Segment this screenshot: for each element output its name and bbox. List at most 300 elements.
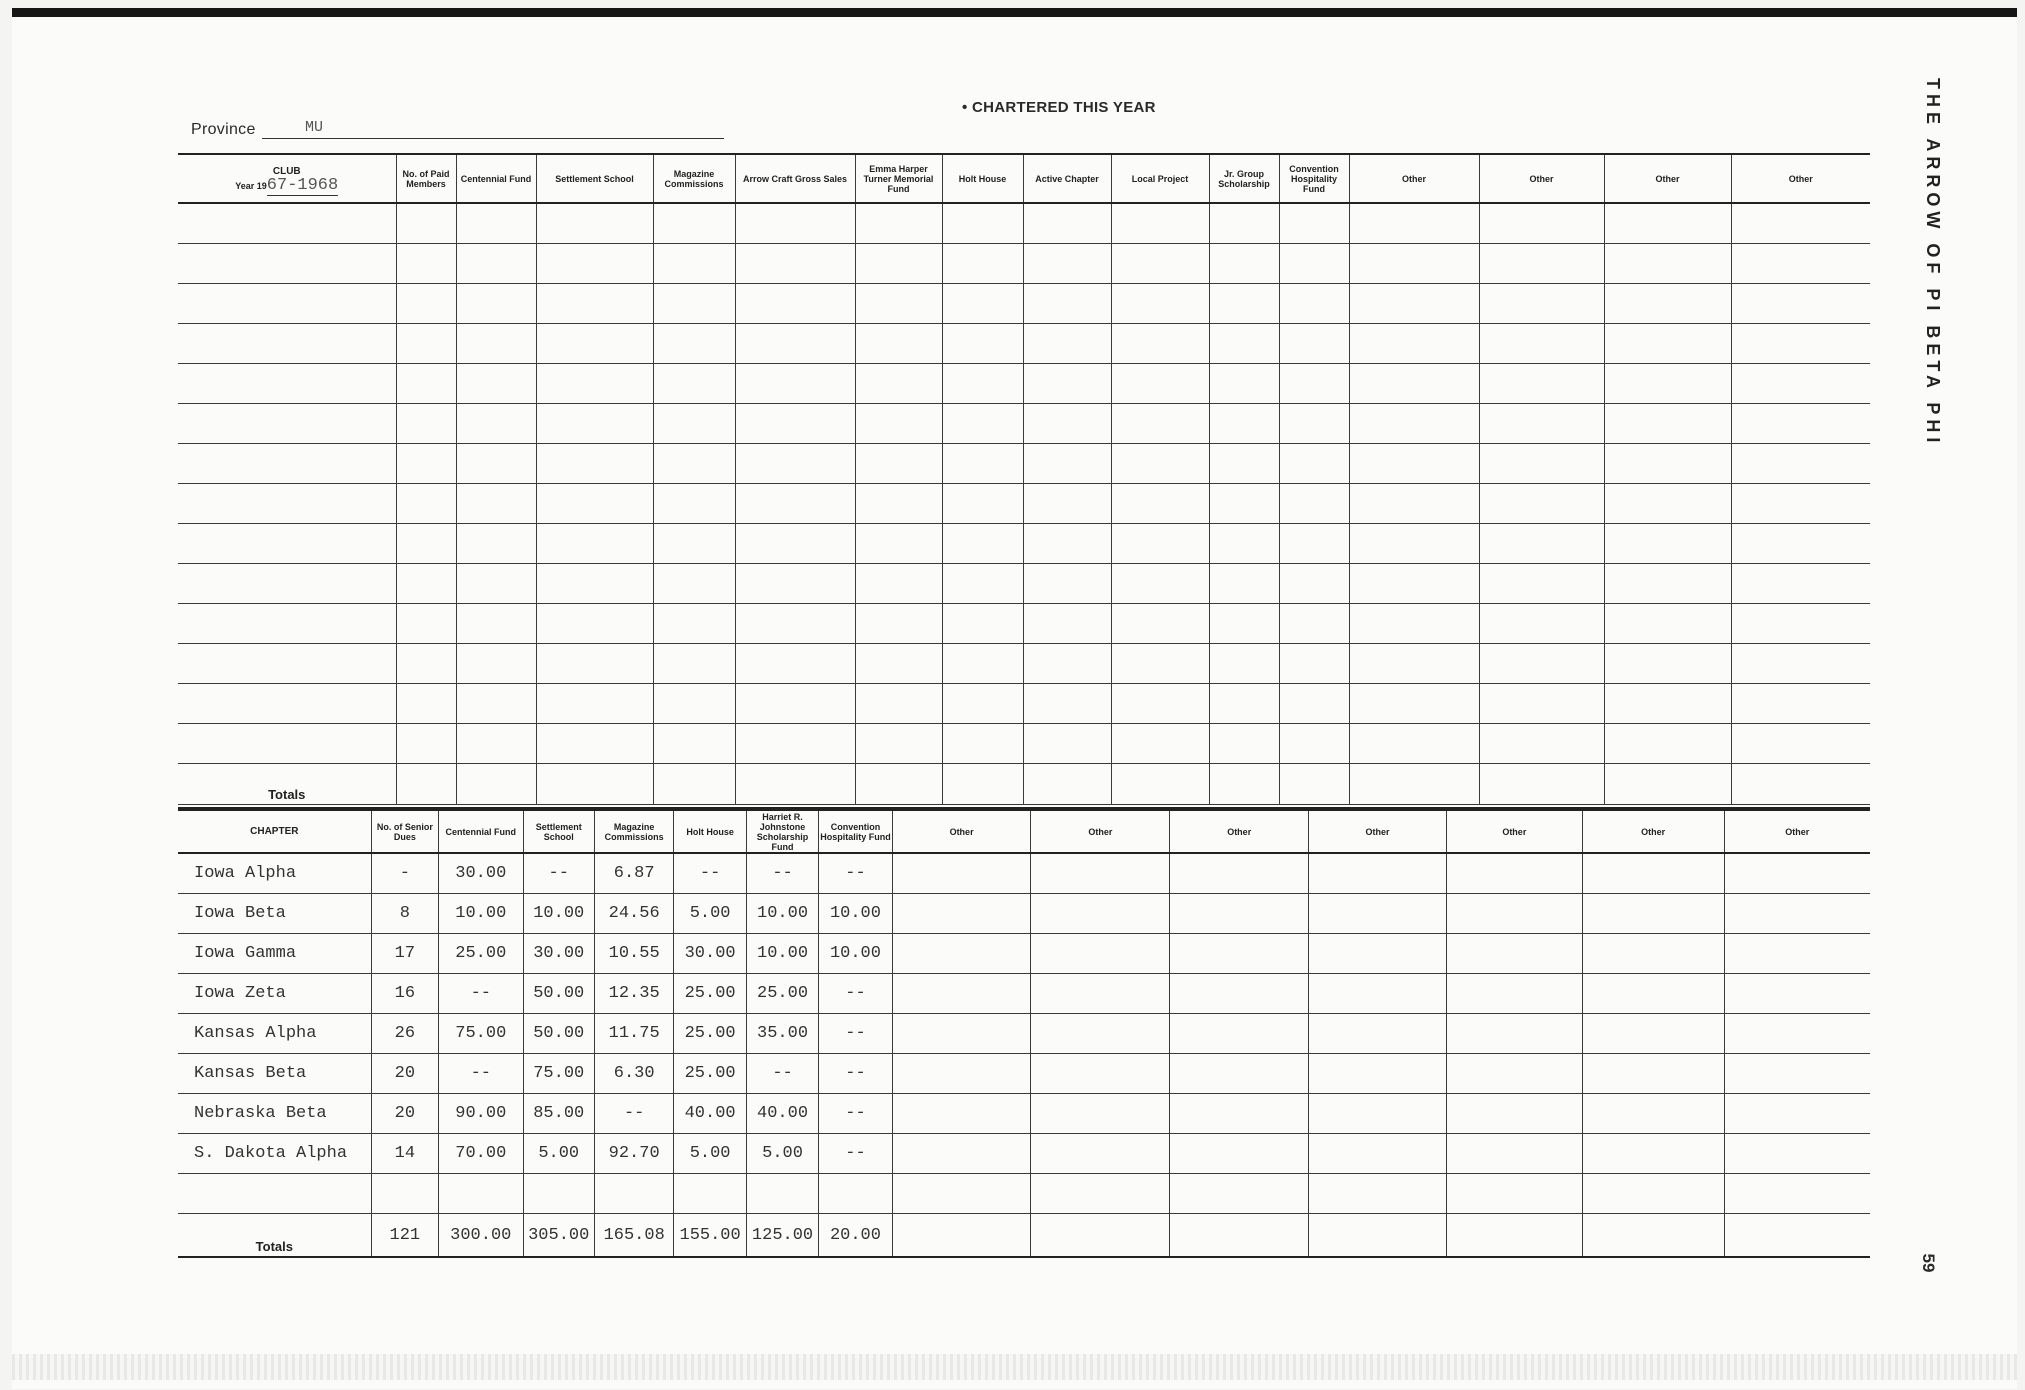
- chapter-other-cell: [1724, 1054, 1870, 1094]
- chapter-other-cell: [1582, 974, 1724, 1014]
- club-cell: [396, 484, 456, 524]
- club-cell: [1209, 604, 1279, 644]
- chapter-other-cell: [892, 1214, 1031, 1258]
- club-cell: [1209, 644, 1279, 684]
- club-cell: [1111, 284, 1209, 324]
- club-cell: [1111, 203, 1209, 244]
- club-cell: [653, 284, 735, 324]
- club-cell: [735, 404, 855, 444]
- chapter-other-cell: [1446, 853, 1582, 894]
- club-cell: [1479, 484, 1604, 524]
- club-cell: [1279, 284, 1349, 324]
- chapter-cell: [371, 1174, 438, 1214]
- chapter-value: 40.00: [674, 1094, 746, 1134]
- club-row: [178, 644, 1870, 684]
- club-cell: [1023, 724, 1111, 764]
- club-cell: [1111, 524, 1209, 564]
- club-cell: [1023, 203, 1111, 244]
- chapter-other-cell: [1724, 894, 1870, 934]
- chapter-value: 16: [371, 974, 438, 1014]
- club-cell: [178, 404, 396, 444]
- chapter-col-header: Harriet R. Johnstone Scholarship Fund: [746, 809, 818, 853]
- club-cell: [396, 284, 456, 324]
- chapter-value: 30.00: [674, 934, 746, 974]
- club-cell: [1479, 404, 1604, 444]
- club-cell: [942, 244, 1023, 284]
- club-cell: [855, 524, 942, 564]
- club-cell: [1023, 524, 1111, 564]
- chapter-other-cell: [1170, 853, 1309, 894]
- club-cell: [536, 644, 653, 684]
- chapter-value: 5.00: [674, 894, 746, 934]
- chapter-other-cell: [1031, 1014, 1170, 1054]
- chapter-value: 10.55: [594, 934, 673, 974]
- club-cell: [942, 764, 1023, 805]
- club-cell: [735, 524, 855, 564]
- club-cell: [178, 684, 396, 724]
- chapter-other-cell: [1170, 974, 1309, 1014]
- chapter-name: Iowa Alpha: [178, 853, 371, 894]
- club-col-header: Local Project: [1111, 154, 1209, 203]
- club-cell: [1023, 644, 1111, 684]
- chapter-col-header: Other: [1309, 809, 1447, 853]
- club-cell: [456, 724, 536, 764]
- club-cell: [1111, 364, 1209, 404]
- chapter-value: --: [746, 853, 818, 894]
- club-cell: [735, 364, 855, 404]
- year-value: 67-1968: [266, 175, 339, 195]
- club-cell: [942, 684, 1023, 724]
- club-cell: [653, 244, 735, 284]
- club-header-row: [178, 154, 1870, 203]
- chapter-value: 5.00: [523, 1134, 594, 1174]
- club-cell: [178, 604, 396, 644]
- chapter-name: Iowa Beta: [178, 894, 371, 934]
- club-cell: [942, 564, 1023, 604]
- club-cell: [456, 404, 536, 444]
- club-cell: [456, 444, 536, 484]
- chapter-col-header: Other: [1031, 809, 1170, 853]
- club-cell: [1279, 324, 1349, 364]
- club-col-header: Centennial Fund: [456, 154, 536, 203]
- chapter-row: [178, 894, 1870, 934]
- chapter-other-cell: [1724, 974, 1870, 1014]
- chapter-col-header: Other: [1724, 809, 1870, 853]
- chartered-note: • CHARTERED THIS YEAR: [962, 99, 1156, 116]
- club-totals-row: [178, 764, 1870, 805]
- chapter-other-cell: [892, 853, 1031, 894]
- club-cell: [653, 724, 735, 764]
- club-cell: [942, 364, 1023, 404]
- chapter-value: 75.00: [439, 1014, 523, 1054]
- club-cell: [1349, 684, 1479, 724]
- chapter-other-cell: [1170, 1174, 1309, 1214]
- chapter-totals-label: Totals: [178, 1214, 371, 1258]
- chapter-other-cell: [1309, 934, 1447, 974]
- club-cell: [855, 244, 942, 284]
- club-cell: [1479, 564, 1604, 604]
- chapter-other-cell: [1582, 1094, 1724, 1134]
- club-cell: [456, 764, 536, 805]
- club-cell: [1604, 524, 1731, 564]
- chapter-other-cell: [1309, 853, 1447, 894]
- chapter-row: [178, 974, 1870, 1014]
- chapter-other-cell: [1170, 1134, 1309, 1174]
- club-cell: [456, 203, 536, 244]
- page-number: 59: [1919, 1253, 1938, 1273]
- club-cell: [653, 364, 735, 404]
- club-cell: [1023, 284, 1111, 324]
- club-cell: [1479, 644, 1604, 684]
- club-col-header: Other: [1731, 154, 1870, 203]
- club-cell: [1111, 444, 1209, 484]
- club-label: CLUB: [272, 165, 301, 177]
- club-cell: [1209, 684, 1279, 724]
- chapter-col-header: Settlement School: [523, 809, 594, 853]
- club-cell: [1479, 364, 1604, 404]
- club-cell: [456, 284, 536, 324]
- club-cell: [653, 444, 735, 484]
- chapter-col-header: Other: [1170, 809, 1309, 853]
- club-col-header: Settlement School: [536, 154, 653, 203]
- chapter-row: [178, 934, 1870, 974]
- club-cell: [1209, 484, 1279, 524]
- club-cell: [735, 284, 855, 324]
- club-cell: [735, 684, 855, 724]
- chapter-other-cell: [1309, 1174, 1447, 1214]
- chapter-value: 10.00: [746, 894, 818, 934]
- club-cell: [1023, 324, 1111, 364]
- club-cell: [178, 203, 396, 244]
- club-col-header: Magazine Commissions: [653, 154, 735, 203]
- chapter-value: -: [371, 853, 438, 894]
- club-col-header: Other: [1479, 154, 1604, 203]
- club-cell: [1279, 644, 1349, 684]
- chapter-value: 5.00: [674, 1134, 746, 1174]
- club-cell: [536, 203, 653, 244]
- club-cell: [1279, 484, 1349, 524]
- chapter-total-value: 155.00: [674, 1214, 746, 1258]
- club-cell: [396, 724, 456, 764]
- club-cell: [735, 724, 855, 764]
- club-cell: [1604, 284, 1731, 324]
- chapter-cell: [594, 1174, 673, 1214]
- chapter-other-cell: [892, 974, 1031, 1014]
- chapter-cell: [439, 1174, 523, 1214]
- club-row: [178, 524, 1870, 564]
- chapter-other-cell: [1170, 894, 1309, 934]
- club-cell: [1279, 203, 1349, 244]
- club-cell: [536, 764, 653, 805]
- club-cell: [855, 324, 942, 364]
- club-cell: [1023, 244, 1111, 284]
- club-cell: [536, 244, 653, 284]
- club-cell: [735, 484, 855, 524]
- club-col-header: Holt House: [942, 154, 1023, 203]
- club-row: [178, 484, 1870, 524]
- chapter-header-row: [178, 809, 1870, 853]
- club-cell: [178, 524, 396, 564]
- club-cell: [1111, 244, 1209, 284]
- club-cell: [735, 564, 855, 604]
- club-cell: [1023, 444, 1111, 484]
- club-cell: [855, 684, 942, 724]
- chapter-cell: [674, 1174, 746, 1214]
- club-cell: [1604, 684, 1731, 724]
- chapter-cell: [178, 1174, 371, 1214]
- club-cell: [1479, 203, 1604, 244]
- chapter-other-cell: [1582, 934, 1724, 974]
- club-cell: [1111, 684, 1209, 724]
- chapter-other-cell: [1309, 1134, 1447, 1174]
- chapter-row: [178, 1094, 1870, 1134]
- club-cell: [1111, 404, 1209, 444]
- club-col-header: Emma Harper Turner Memorial Fund: [855, 154, 942, 203]
- chapter-column-header: CHAPTER: [178, 809, 371, 853]
- chapter-name: Nebraska Beta: [178, 1094, 371, 1134]
- club-table: [178, 153, 1870, 805]
- chapter-other-cell: [1309, 1094, 1447, 1134]
- club-cell: [653, 524, 735, 564]
- club-cell: [1731, 684, 1870, 724]
- chapter-other-cell: [1446, 1014, 1582, 1054]
- club-cell: [735, 764, 855, 805]
- chapter-value: 8: [371, 894, 438, 934]
- chapter-value: 50.00: [523, 974, 594, 1014]
- club-cell: [1731, 284, 1870, 324]
- club-cell: [456, 484, 536, 524]
- club-cell: [178, 444, 396, 484]
- club-cell: [536, 324, 653, 364]
- club-cell: [1479, 604, 1604, 644]
- chapter-other-cell: [1309, 1054, 1447, 1094]
- club-cell: [1731, 324, 1870, 364]
- club-cell: [1111, 324, 1209, 364]
- chapter-other-cell: [1446, 1214, 1582, 1258]
- chapter-col-header: No. of Senior Dues: [371, 809, 438, 853]
- chapter-other-cell: [1031, 894, 1170, 934]
- chapter-other-cell: [1031, 974, 1170, 1014]
- chapter-value: 20: [371, 1094, 438, 1134]
- chapter-col-header: Centennial Fund: [439, 809, 523, 853]
- chapter-other-cell: [1031, 1054, 1170, 1094]
- club-cell: [1604, 484, 1731, 524]
- club-col-header: Other: [1604, 154, 1731, 203]
- club-cell: [178, 724, 396, 764]
- club-row: [178, 404, 1870, 444]
- chapter-value: 11.75: [594, 1014, 673, 1054]
- club-cell: [1349, 364, 1479, 404]
- club-cell: [396, 604, 456, 644]
- club-cell: [735, 244, 855, 284]
- chapter-value: --: [523, 853, 594, 894]
- chapter-value: --: [819, 1014, 892, 1054]
- club-cell: [1349, 203, 1479, 244]
- club-cell: [1279, 564, 1349, 604]
- club-cell: [855, 604, 942, 644]
- club-cell: [1111, 564, 1209, 604]
- club-cell: [653, 644, 735, 684]
- chapter-value: 25.00: [746, 974, 818, 1014]
- chapter-cell: [819, 1174, 892, 1214]
- chapter-value: 6.30: [594, 1054, 673, 1094]
- club-cell: [1349, 404, 1479, 444]
- chapter-name: Iowa Gamma: [178, 934, 371, 974]
- club-cell: [1731, 564, 1870, 604]
- club-cell: [1479, 324, 1604, 364]
- chapter-name: Iowa Zeta: [178, 974, 371, 1014]
- club-cell: [536, 484, 653, 524]
- club-column-header: [178, 154, 396, 203]
- club-cell: [1209, 724, 1279, 764]
- chapter-other-cell: [1446, 1054, 1582, 1094]
- chapter-value: --: [819, 974, 892, 1014]
- chapter-col-header: Other: [1446, 809, 1582, 853]
- chapter-other-cell: [1031, 1094, 1170, 1134]
- club-cell: [1111, 484, 1209, 524]
- chapter-value: 12.35: [594, 974, 673, 1014]
- chapter-other-cell: [892, 1094, 1031, 1134]
- club-cell: [1279, 724, 1349, 764]
- chapter-value: 30.00: [439, 853, 523, 894]
- club-cell: [1731, 484, 1870, 524]
- club-cell: [396, 684, 456, 724]
- chapter-other-cell: [1582, 1174, 1724, 1214]
- club-cell: [1279, 524, 1349, 564]
- chapter-row: [178, 1014, 1870, 1054]
- year-label: Year 19: [235, 180, 267, 191]
- club-cell: [653, 203, 735, 244]
- club-row: [178, 364, 1870, 404]
- club-cell: [536, 524, 653, 564]
- club-cell: [456, 324, 536, 364]
- chapter-other-cell: [1724, 934, 1870, 974]
- chapter-value: --: [674, 853, 746, 894]
- club-cell: [855, 724, 942, 764]
- club-cell: [1279, 404, 1349, 444]
- club-cell: [1604, 404, 1731, 444]
- chapter-value: 30.00: [523, 934, 594, 974]
- chapter-other-cell: [892, 1134, 1031, 1174]
- club-totals-label: Totals: [178, 764, 396, 805]
- chapter-value: 20: [371, 1054, 438, 1094]
- club-cell: [536, 684, 653, 724]
- club-col-header: No. of Paid Members: [396, 154, 456, 203]
- club-cell: [1349, 244, 1479, 284]
- club-cell: [942, 484, 1023, 524]
- club-cell: [855, 764, 942, 805]
- club-cell: [653, 684, 735, 724]
- club-cell: [536, 724, 653, 764]
- chapter-other-cell: [1724, 1134, 1870, 1174]
- club-cell: [735, 444, 855, 484]
- club-cell: [396, 444, 456, 484]
- club-cell: [456, 364, 536, 404]
- club-cell: [396, 244, 456, 284]
- club-cell: [178, 564, 396, 604]
- club-cell: [653, 764, 735, 805]
- chapter-value: --: [594, 1094, 673, 1134]
- club-cell: [653, 324, 735, 364]
- club-cell: [653, 404, 735, 444]
- club-cell: [855, 644, 942, 684]
- chapter-value: 10.00: [819, 934, 892, 974]
- chapter-col-header: Other: [1582, 809, 1724, 853]
- chapter-row: [178, 1054, 1870, 1094]
- club-cell: [1209, 444, 1279, 484]
- chapter-other-cell: [1309, 894, 1447, 934]
- club-cell: [1209, 324, 1279, 364]
- chapter-value: 24.56: [594, 894, 673, 934]
- chapter-value: 26: [371, 1014, 438, 1054]
- club-cell: [1209, 524, 1279, 564]
- club-cell: [396, 203, 456, 244]
- chapter-col-header: Magazine Commissions: [594, 809, 673, 853]
- club-cell: [942, 203, 1023, 244]
- club-cell: [1209, 404, 1279, 444]
- club-row: [178, 724, 1870, 764]
- club-cell: [396, 364, 456, 404]
- club-cell: [178, 284, 396, 324]
- club-cell: [855, 284, 942, 324]
- club-col-header: Convention Hospitality Fund: [1279, 154, 1349, 203]
- club-cell: [1479, 764, 1604, 805]
- club-cell: [1731, 764, 1870, 805]
- club-cell: [456, 244, 536, 284]
- chapter-table: [178, 807, 1870, 1258]
- club-cell: [855, 444, 942, 484]
- club-cell: [735, 203, 855, 244]
- club-cell: [1604, 604, 1731, 644]
- club-cell: [1349, 484, 1479, 524]
- club-cell: [942, 724, 1023, 764]
- club-cell: [942, 604, 1023, 644]
- club-cell: [1209, 284, 1279, 324]
- club-cell: [1111, 724, 1209, 764]
- club-cell: [1209, 364, 1279, 404]
- club-cell: [1731, 364, 1870, 404]
- club-cell: [1349, 324, 1479, 364]
- club-cell: [1279, 684, 1349, 724]
- chapter-value: 25.00: [439, 934, 523, 974]
- chapter-other-cell: [1724, 1214, 1870, 1258]
- chapter-value: 10.00: [439, 894, 523, 934]
- chapter-value: 10.00: [523, 894, 594, 934]
- chapter-name: S. Dakota Alpha: [178, 1134, 371, 1174]
- chapter-value: --: [819, 1134, 892, 1174]
- club-cell: [1349, 444, 1479, 484]
- chapter-other-cell: [1031, 1214, 1170, 1258]
- club-row: [178, 324, 1870, 364]
- chapter-other-cell: [1582, 853, 1724, 894]
- club-cell: [1604, 764, 1731, 805]
- club-cell: [1279, 364, 1349, 404]
- club-cell: [1731, 203, 1870, 244]
- club-cell: [942, 644, 1023, 684]
- chapter-name: Kansas Alpha: [178, 1014, 371, 1054]
- club-cell: [1349, 524, 1479, 564]
- chapter-value: 10.00: [746, 934, 818, 974]
- club-cell: [536, 604, 653, 644]
- club-cell: [396, 404, 456, 444]
- club-cell: [1111, 644, 1209, 684]
- chapter-total-value: 20.00: [819, 1214, 892, 1258]
- chapter-other-cell: [1031, 853, 1170, 894]
- chapter-other-cell: [1170, 1054, 1309, 1094]
- club-col-header: Arrow Craft Gross Sales: [735, 154, 855, 203]
- club-row: [178, 203, 1870, 244]
- club-cell: [942, 404, 1023, 444]
